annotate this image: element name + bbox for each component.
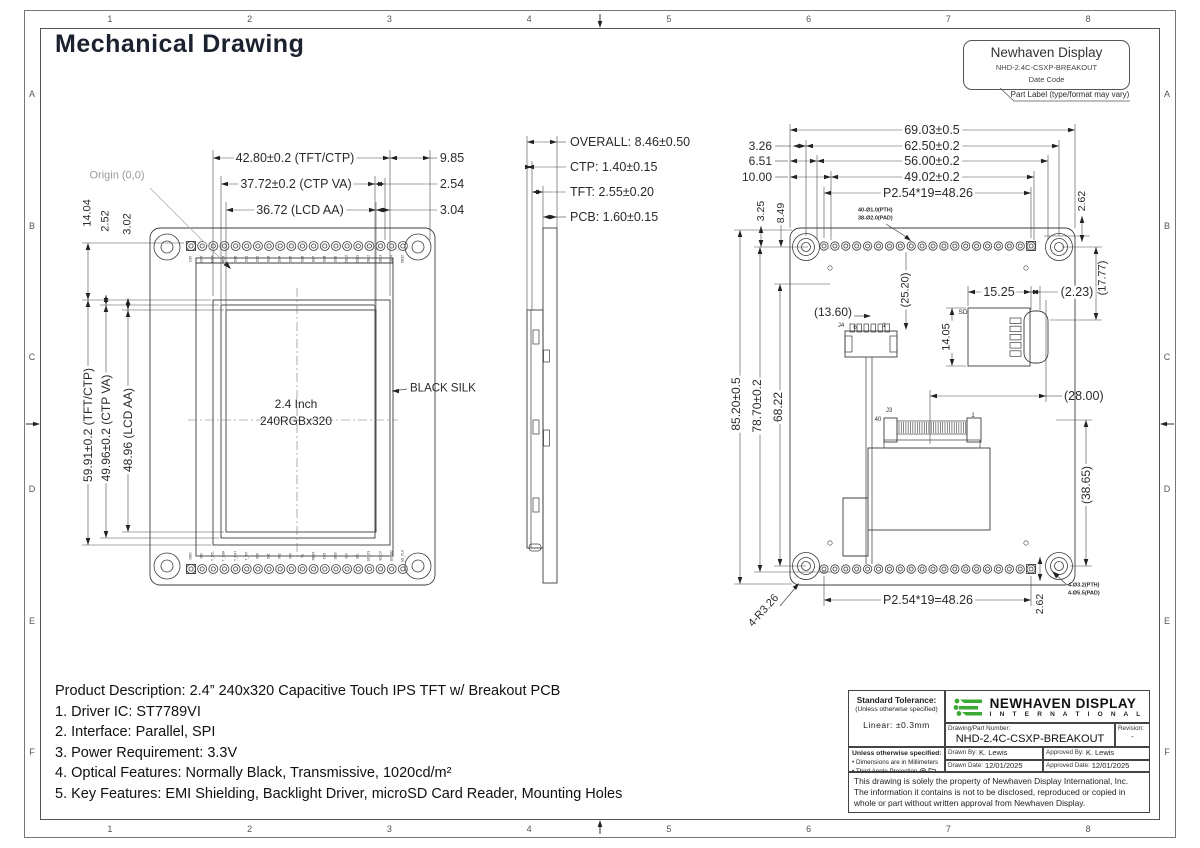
dim-label: 40: [874, 417, 882, 423]
dim-label: 4-Ø5.5(PAD): [1068, 590, 1100, 597]
drawn-by-value: K. Lewis: [979, 748, 1008, 757]
approved-date-label: Approved Date:: [1046, 761, 1090, 769]
dim-label: 240RGBx320: [259, 414, 333, 428]
dim-label: 62.50±0.2: [904, 138, 960, 153]
drawn-date-label: Drawn Date:: [948, 761, 983, 769]
dim-label: PCB: 1.60±0.15: [570, 209, 659, 224]
dim-label: 78.70±0.2: [750, 379, 764, 433]
dim-label: 15.25: [983, 284, 1015, 299]
grid-col-label: 8: [1085, 823, 1091, 834]
dim-label: (2.23): [1060, 284, 1094, 299]
dim-label: 56.00±0.2: [904, 153, 960, 168]
dim-label: 3.02: [121, 213, 134, 235]
dim-label: (13.60): [813, 305, 852, 319]
pin-label: DB8: [322, 255, 327, 263]
dim-label: 49.96±0.2 (CTP VA): [99, 374, 113, 482]
pin-label: RESX: [311, 551, 316, 561]
dim-label: 38-Ø2.0(PAD): [858, 215, 893, 222]
dim-label: 59.91±0.2 (TFT/CTP): [81, 368, 95, 482]
grid-row-label: B: [28, 220, 35, 231]
pin-label: T_RST: [232, 550, 237, 562]
pin-label: DB6: [299, 255, 304, 263]
grid-row-label: A: [28, 88, 35, 99]
part-number-value: NHD-2.4C-CSXP-BREAKOUT: [955, 733, 1105, 745]
pin-label: SD_DO: [389, 550, 394, 562]
pin-label: DB4: [277, 255, 282, 263]
tolerance-linear: Linear: ±0.3mm: [863, 720, 930, 730]
approved-by-cell: [1043, 747, 1150, 760]
dim-label: 1: [971, 413, 975, 419]
dim-label: 2.4 Inch: [274, 397, 318, 411]
pin-label: DB3: [266, 255, 271, 263]
grid-col-label: 6: [806, 14, 812, 24]
company-subtitle: I N T E R N A T I O N A L: [989, 710, 1144, 718]
grid-row-label: B: [1163, 220, 1170, 231]
grid-col-label: 1: [107, 14, 113, 24]
dim-label: (38.65): [1079, 465, 1093, 505]
dim-label: SD: [958, 308, 968, 316]
dim-label: J4: [837, 323, 845, 329]
grid-row-label: D: [28, 483, 36, 494]
tolerance-title: Standard Tolerance:: [856, 695, 937, 705]
pin-label: SDI: [344, 553, 349, 559]
dim-label: 2.62: [1033, 593, 1046, 615]
dim-label: 9.85: [439, 150, 465, 165]
newhaven-logo-icon: [952, 695, 986, 719]
pin-label: SD_CS: [366, 550, 371, 562]
grid-col-label: 5: [666, 14, 672, 24]
disclaimer-text: This drawing is solely the property of Newhaven Display International, Inc. The information it contains is not to be disclosed, reproduced or copied in whole or part without written approval from Newhaven Display.: [854, 776, 1129, 808]
product-description-notes: [55, 681, 622, 804]
title-block: [848, 690, 1150, 813]
pin-label: DB14: [389, 255, 394, 263]
grid-row-label: F: [1164, 747, 1170, 758]
dim-label: 40-Ø1.0(PTH): [858, 207, 893, 214]
pin-label: DB13: [377, 255, 382, 263]
dim-label: 3.26: [748, 139, 772, 153]
grid-row-label: F: [29, 747, 35, 758]
pin-label: T_SDA: [221, 550, 226, 562]
revision-value: -: [1131, 732, 1134, 741]
drawn-date-cell: [945, 760, 1043, 773]
dim-label: 37.72±0.2 (CTP VA): [240, 176, 352, 191]
dim-label: 4-Ø3.2(PTH): [1068, 582, 1100, 589]
pin-label: SD_DI: [377, 551, 382, 561]
dim-label: P2.54*19=48.26: [882, 185, 974, 200]
pin-label: DB2: [255, 255, 260, 263]
uos-cell: [848, 747, 945, 772]
grid-col-label: 4: [526, 823, 532, 834]
grid-col-label: 5: [666, 823, 672, 834]
part-label-part-number: NHD-2.4C-CSXP-BREAKOUT: [995, 63, 1098, 72]
pin-label: DB11: [355, 255, 360, 263]
approved-by-value: K. Lewis: [1085, 748, 1115, 757]
pin-label: DB0: [232, 255, 237, 263]
pin-label: SD_CLK: [400, 549, 405, 563]
grid-row-label: E: [1163, 615, 1170, 626]
part-number-label: Drawing/Part Number:: [948, 725, 1011, 732]
dim-label: 48.96 (LCD AA): [121, 387, 135, 473]
product-note-line: 5. Key Features: EMI Shielding, Backlight Driver, microSD Card Reader, Mounting Holes: [55, 785, 623, 802]
dim-label: P2.54*19=48.26: [882, 592, 974, 607]
dim-label: 4-R3.26: [746, 592, 782, 630]
pin-label: DB15: [400, 255, 405, 263]
product-note-line: 2. Interface: Parallel, SPI: [55, 724, 216, 740]
part-label-company: Newhaven Display: [990, 45, 1103, 60]
grid-col-label: 3: [386, 823, 392, 834]
pin-label: IM3: [288, 553, 293, 559]
revision-label: Revision:: [1118, 725, 1144, 732]
grid-row-label: E: [28, 615, 35, 626]
part-number-cell: [945, 723, 1115, 747]
dim-label: 2.52: [99, 210, 112, 232]
dim-label: 14.04: [81, 199, 94, 227]
grid-col-label: 3: [386, 14, 392, 24]
pin-label: T_SCL: [210, 551, 215, 561]
part-label-date-code: Date Code: [1028, 75, 1065, 84]
pin-label: DB7: [311, 255, 316, 263]
grid-col-label: 7: [945, 823, 951, 834]
grid-row-label: D: [1163, 483, 1171, 494]
dim-label: 42.80±0.2 (TFT/CTP): [235, 150, 355, 165]
pin-label: T_INT: [244, 551, 249, 561]
dim-label: 68.22: [771, 391, 785, 423]
pin-label: RDX: [221, 255, 226, 263]
drawn-date-value: 12/01/2025: [985, 760, 1023, 770]
grid-row-label: A: [1163, 88, 1170, 99]
dim-label: 2.54: [439, 176, 465, 191]
dim-label: BLACK SILK: [410, 382, 476, 395]
dim-label: 6: [853, 325, 857, 331]
dim-label: 3.04: [439, 202, 465, 217]
pin-label: DB9: [333, 255, 338, 263]
grid-col-label: 2: [247, 14, 253, 24]
pin-label: VIN: [199, 553, 204, 559]
grid-col-label: 2: [247, 823, 253, 834]
pin-label: DB12: [366, 255, 371, 263]
dim-label: 3.25: [754, 200, 767, 222]
dim-label: (25.20): [899, 272, 912, 308]
dim-label: CTP: 1.40±0.15: [570, 159, 658, 174]
grid-row-label: C: [28, 352, 36, 363]
grid-col-label: 1: [107, 823, 113, 834]
pin-label: SCL: [355, 552, 360, 560]
dim-label: J3: [885, 408, 893, 414]
pin-label: DCX: [199, 255, 204, 263]
grid-col-label: 7: [945, 14, 951, 24]
dim-label: (17.77): [1096, 260, 1109, 296]
product-note-line: 1. Driver IC: ST7789VI: [55, 703, 201, 720]
approved-by-label: Approved By:: [1046, 749, 1084, 756]
disclaimer-cell: [848, 772, 1150, 813]
dim-label: 10.00: [741, 170, 772, 184]
product-note-line: 4. Optical Features: Normally Black, Transmissive, 1020cd/m²: [55, 765, 452, 781]
pin-label: IM1: [266, 553, 271, 559]
grid-col-label: 6: [806, 823, 812, 834]
drawn-by-label: Drawn By:: [948, 749, 978, 756]
pin-label: CSX: [322, 552, 327, 560]
dim-label: 69.03±0.5: [904, 122, 960, 137]
dim-label: (28.00): [1064, 388, 1104, 403]
tolerance-note: (Unless otherwise specified): [855, 706, 938, 713]
product-note-line: Product Description: 2.4” 240x320 Capacitive Touch IPS TFT w/ Breakout PCB: [55, 683, 561, 699]
pin-label: DB1: [244, 255, 249, 263]
dim-label: 49.02±0.2: [904, 169, 960, 184]
product-note-line: 3. Power Requirement: 3.3V: [55, 744, 238, 761]
page-title: Mechanical Drawing: [55, 30, 305, 58]
pin-label: DB10: [344, 255, 349, 263]
approved-date-value: 12/01/2025: [1091, 760, 1130, 770]
tolerance-cell: [848, 690, 945, 747]
uos-dimensions-note: • Dimensions are in Millimeters: [852, 758, 939, 766]
revision-cell: [1115, 723, 1150, 747]
dim-label: OVERALL: 8.46±0.50: [570, 134, 691, 149]
pin-label: WRX: [210, 255, 215, 263]
dim-label: 36.72 (LCD AA): [256, 202, 344, 217]
dim-label: Origin (0,0): [89, 169, 145, 182]
dim-label: 85.20±0.5: [729, 377, 743, 431]
grid-col-label: 8: [1085, 14, 1091, 24]
approved-date-cell: [1043, 760, 1150, 773]
dim-label: 1: [882, 323, 886, 329]
pin-label: GND: [188, 552, 193, 560]
dim-label: 8.49: [774, 202, 787, 224]
logo-cell: [945, 690, 1150, 723]
dim-label: 14.05: [940, 323, 953, 351]
dim-label: 6.51: [748, 154, 772, 168]
company-name: NEWHAVEN DISPLAY: [989, 695, 1137, 711]
uos-title: Unless otherwise specified:: [852, 750, 942, 757]
pin-label: CSX: [188, 255, 193, 263]
dim-label: TFT: 2.55±0.20: [570, 184, 654, 199]
part-label-callout: Part Label (type/format may vary): [1010, 90, 1130, 99]
pin-label: TE: [299, 553, 304, 559]
drawn-by-cell: [945, 747, 1043, 760]
pin-label: DB5: [288, 255, 293, 263]
grid-col-label: 4: [526, 14, 532, 24]
dim-label: 2.62: [1075, 190, 1088, 212]
pin-label: SDO: [333, 552, 338, 560]
grid-row-label: C: [1163, 352, 1171, 363]
pin-label: IM2: [277, 553, 282, 559]
pin-label: IM0: [255, 553, 260, 559]
